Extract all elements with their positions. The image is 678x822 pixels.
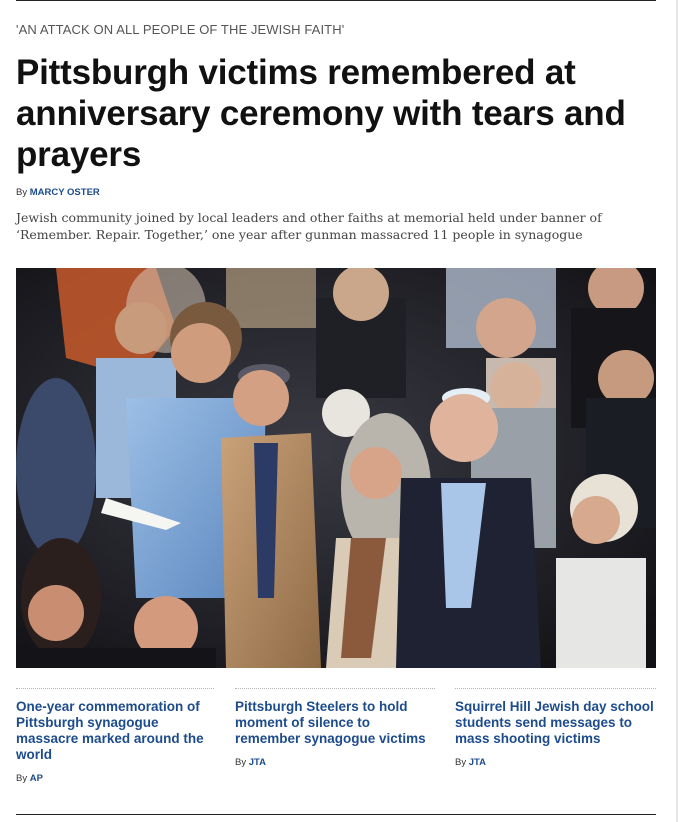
- top-divider: [16, 0, 656, 1]
- byline-prefix: By: [16, 187, 28, 198]
- byline-prefix: By: [455, 757, 467, 768]
- source-link[interactable]: JTA: [468, 757, 486, 768]
- byline-prefix: By: [16, 773, 28, 784]
- related-story-link[interactable]: Pittsburgh Steelers to hold moment of silence to remember synagogue victims: [235, 699, 426, 746]
- related-byline: [455, 757, 656, 768]
- article-byline: [16, 187, 100, 198]
- author-link[interactable]: MARCY OSTER: [29, 187, 100, 198]
- related-story-link[interactable]: Squirrel Hill Jewish day school students send messages to mass shooting victims: [455, 699, 654, 746]
- related-divider: [455, 688, 656, 689]
- article-headline: Pittsburgh victims remembered at anniversary ceremony with tears and prayers: [16, 53, 626, 174]
- memorial-crowd-photo: [16, 268, 656, 668]
- related-story-3: [455, 688, 656, 768]
- article-dek: Jewish community joined by local leaders and other faiths at memorial held under banner of ‘Remember. Repair. Together,’ one year after gunman massacred 11 people in synagogue: [16, 210, 602, 242]
- related-story-link[interactable]: One-year commemoration of Pittsburgh synagogue massacre marked around the world: [16, 699, 204, 762]
- source-link[interactable]: AP: [29, 773, 43, 784]
- related-story-1: [16, 688, 214, 784]
- bottom-divider: [16, 814, 656, 815]
- article-kicker: 'AN ATTACK ON ALL PEOPLE OF THE JEWISH FAITH': [16, 22, 345, 37]
- source-link[interactable]: JTA: [248, 757, 266, 768]
- byline-prefix: By: [235, 757, 247, 768]
- related-byline: [235, 757, 435, 768]
- article-lead-photo[interactable]: [16, 268, 656, 668]
- related-byline: [16, 773, 214, 784]
- related-divider: [235, 688, 435, 689]
- related-divider: [16, 688, 214, 689]
- related-story-2: [235, 688, 435, 768]
